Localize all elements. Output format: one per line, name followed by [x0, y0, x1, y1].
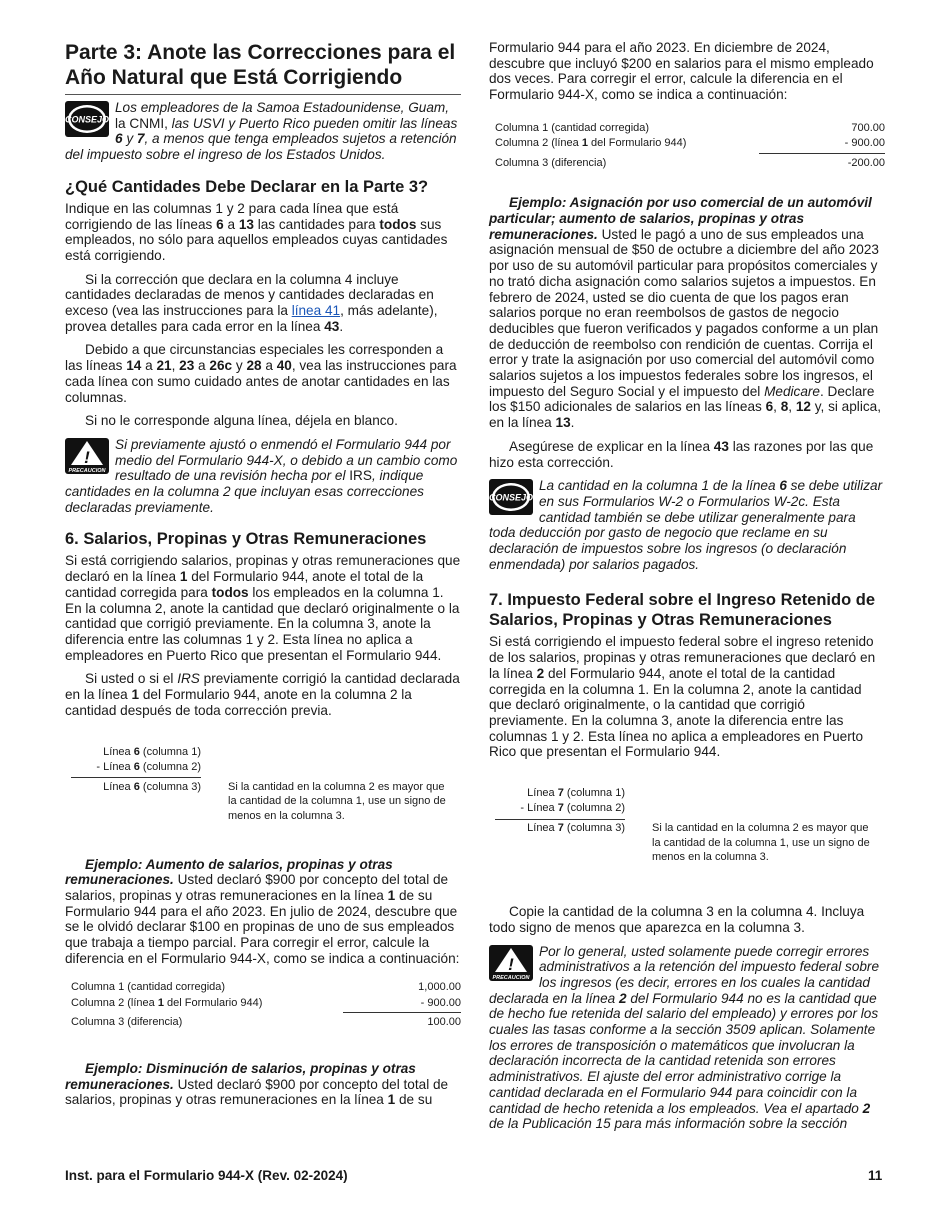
line6-formula: [71, 729, 461, 849]
precaucion-warning-icon: [489, 945, 533, 981]
paragraph-blank: Si no le corresponde alguna línea, déjela en blanco.: [85, 413, 398, 429]
svg-text:PRECAUCION: PRECAUCION: [68, 467, 106, 474]
section6-heading: 6. Salarios, Propinas y Otras Remuneraciones: [65, 530, 427, 549]
example-decrease-calc: [495, 121, 885, 172]
tip-note-w2: CONSEJO La cantidad en la columna 1 de la línea 6 se debe utilizar en sus Formularios W-2 o Formularios W-2c. Esta cantidad también se debe utilizar generalmente para toda deducción por gasto de negocio que reclame en su declaración de impuestos sobre los ingresos (o declaración enmendada) por salarios pagados.: [489, 478, 883, 572]
section6-paragraph2: Si usted o si el IRS previamente corrigió la cantidad declarada en la línea 1 del Formulario 944, anote en la columna 2 la cantidad después de toda corrección previa.: [65, 671, 460, 718]
calc-row: Columna 2 (línea 1 del Formulario 944) - 900.00: [71, 996, 461, 1012]
formula-line1: Línea 7 (columna 1): [527, 787, 625, 800]
paragraph-copy-col4: Copie la cantidad de la columna 3 en la columna 4. Incluya todo signo de menos que aparezca en la columna 3.: [489, 904, 865, 935]
footer-form-title: Inst. para el Formulario 944-X (Rev. 02-2024): [65, 1168, 348, 1183]
section6-paragraph1: Si está corrigiendo salarios, propinas y otras remuneraciones que declaró en la línea 1 del Formulario 944, anote el total de la cantidad corregida para todos los empleados en la columna 1. En la columna 2, anote la cantidad que declaró originalmente o la cantidad que corrigió previamente. En la columna 3, anote la diferencia entre las columnas 1 y 2. Esta línea no aplica a empleadores en Puerto Rico que presentan el Formulario 944.: [65, 553, 461, 663]
precaucion-warning-icon: [65, 438, 109, 474]
line41-link[interactable]: línea 41: [291, 303, 341, 319]
example-increase-calc: [71, 980, 461, 1031]
paragraph-columns: Indique en las columnas 1 y 2 para cada línea que está corrigiendo de las líneas 6 a 13 las cantidades para todos sus empleados, no sólo para aquellos empleados cuyas cantidades está corrigiendo.: [65, 200, 448, 263]
formula-line3: Línea 7 (columna 3): [527, 822, 625, 835]
example-auto-allowance: Ejemplo: Asignación por uso comercial de un automóvil particular; aumento de salarios, propinas y otras remuneraciones. Usted le pagó a uno de sus empleados una asignación mensual de $50 de octubre a diciembre del año 2023 por uso de su automóvil particular para propósitos comerciales y no trató dicha asignación como salarios sujetos a impuestos. En febrero de 2024, usted se dio cuenta de que los pagos eran salarios porque no eran reembolsos de gastos de negocio deducibles que fueron verificados y pagados conforme a un plan de deducción de reembolso con rendición de cuentas. Corrija el error y trate la asignación por uso comercial del automóvil como salarios sujetos a los impuestos federales sobre los ingresos, el impuesto del Seguro Social y el impuesto del Medicare. Declare los $150 adicionales de salarios en las líneas 6, 8, 12 y, si aplica, en la línea 13.: [489, 195, 881, 431]
calc-row: Columna 3 (diferencia) -200.00: [495, 156, 885, 169]
paragraph-column4: Si la corrección que declara en la columna 4 incluye cantidades declaradas de menos y cantidades declaradas en exceso (vea las instrucciones para la línea 41, más adelante), provea detalles para cada error en la línea 43.: [65, 271, 438, 334]
tip-note-territories: CONSEJO Los empleadores de la Samoa Estadounidense, Guam, la CNMI, las USVI y Puerto Rico pueden omitir las líneas 6 y 7, a menos que tenga empleados sujetos a retención del impuesto sobre el ingreso de los Estados Unidos.: [65, 100, 458, 163]
svg-text:!: !: [508, 954, 514, 974]
example-decrease-continued: Formulario 944 para el año 2023. En diciembre de 2024, descubre que incluyó $200 en salarios para el mismo empleado dos veces. Para corregir el error, calcule la diferencia en el Formulario 944-X, como se indica a continuación:: [489, 40, 874, 103]
what-amounts-heading: ¿Qué Cantidades Debe Declarar en la Parte 3?: [65, 177, 429, 196]
calc-row: Columna 2 (línea 1 del Formulario 944) - 900.00: [495, 136, 885, 152]
svg-text:CONSEJO: CONSEJO: [489, 492, 533, 503]
page-number: 11: [868, 1168, 883, 1183]
calc-row: Columna 1 (cantidad corregida) 1,000.00: [71, 981, 461, 994]
line7-formula: [495, 770, 885, 890]
example-decrease: Ejemplo: Disminución de salarios, propinas y otras remuneraciones. Usted declaró $900 por concepto del total de salarios, propinas y otras remuneraciones en la línea 1 de su: [65, 1060, 449, 1108]
formula-line1: Línea 6 (columna 1): [103, 745, 201, 758]
formula-explanation: Si la cantidad en la columna 2 es mayor que la cantidad de la columna 1, use un signo de menos en la columna 3.: [652, 822, 870, 864]
section7-paragraph1: Si está corrigiendo el impuesto federal sobre el ingreso retenido de los salarios, propinas y otras remuneraciones que declaró en la línea 2 del Formulario 944, anote el total de la cantidad corregida en la columna 1. En la columna 2, anote la cantidad que declaró originalmente, o la cantidad que corrigió previamente. En la columna 3, anote la diferencia entre las columnas 1 y 2. Esta línea no aplica a empleadores en Puerto Rico que presentan el Formulario 944.: [489, 634, 876, 760]
svg-text:PRECAUCION: PRECAUCION: [492, 974, 530, 981]
formula-line2: - Línea 6 (columna 2): [71, 760, 201, 779]
paragraph-special-lines: Debido a que circunstancias especiales les corresponden a las líneas 14 a 21, 23 a 26c y 28 a 40, vea las instrucciones para cada línea con sumo cuidado antes de anotar cantidades en las columnas.: [65, 342, 457, 405]
calc-row: Columna 3 (diferencia) 100.00: [71, 1016, 461, 1029]
formula-line3: Línea 6 (columna 3): [103, 780, 201, 793]
formula-line2: - Línea 7 (columna 2): [495, 801, 625, 820]
calc-row: Columna 1 (cantidad corregida) 700.00: [495, 121, 885, 134]
formula-explanation: Si la cantidad en la columna 2 es mayor que la cantidad de la columna 1, use un signo de menos en la columna 3.: [228, 780, 446, 822]
svg-text:CONSEJO: CONSEJO: [65, 114, 109, 125]
caution-note-prior: ! PRECAUCION Si previamente ajustó o enmendó el Formulario 944 por medio del Formulario 944-X, o debido a un cambio como resultado de una revisión hecha por el IRS, indique cantidades en la columna 2 que incluyan esas correcciones declaradas previamente.: [65, 436, 458, 515]
section7-heading: 7. Impuesto Federal sobre el Ingreso Retenido de Salarios, Propinas y Otras Remuneraciones: [489, 591, 876, 630]
example-increase: Ejemplo: Aumento de salarios, propinas y otras remuneraciones. Usted declaró $900 por concepto del total de salarios, propinas y otras remuneraciones en la línea 1 de su Formulario 944 para el año 2023. En julio de 2024, descubre que se le olvidó declarar $100 en propinas de uno de sus empleados que trabaja a tiempo parcial. Para corregir el error, calcule la diferencia en el Formulario 944-X, como se indica a continuación:: [65, 856, 460, 966]
paragraph-explain-43: Asegúrese de explicar en la línea 43 las razones por las que hizo esta corrección.: [489, 438, 874, 470]
svg-text:!: !: [84, 447, 90, 467]
part3-heading: Parte 3: Anote las Correcciones para el Año Natural que Está Corrigiendo: [65, 40, 461, 95]
consejo-icon: [65, 101, 109, 137]
left-column: [65, 40, 461, 1116]
right-column: [489, 40, 885, 1140]
caution-note-administrative: ! PRECAUCION Por lo general, usted solamente puede corregir errores administrativos a la retención del impuesto federal sobre los ingresos (es decir, errores en los cuales la cantidad declarada en la línea 2 del Formulario 944 no es la cantidad que de hecho fue retenida del salario del empleado) y errores por los cuales las tasas conforme a la sección 3509 aplican. Solamente los errores de transposición o matemáticos que involucran la declaración incorrecta de la cantidad retenida son errores administrativos. El ajuste del error administrativo corrige la cantidad declarada en el Formulario 944 para coincidir con la cantidad de hecho retenida a los empleados. Vea el apartado 2 de la Publicación 15 para más información sobre la sección: [489, 943, 880, 1132]
consejo-icon: [489, 479, 533, 515]
